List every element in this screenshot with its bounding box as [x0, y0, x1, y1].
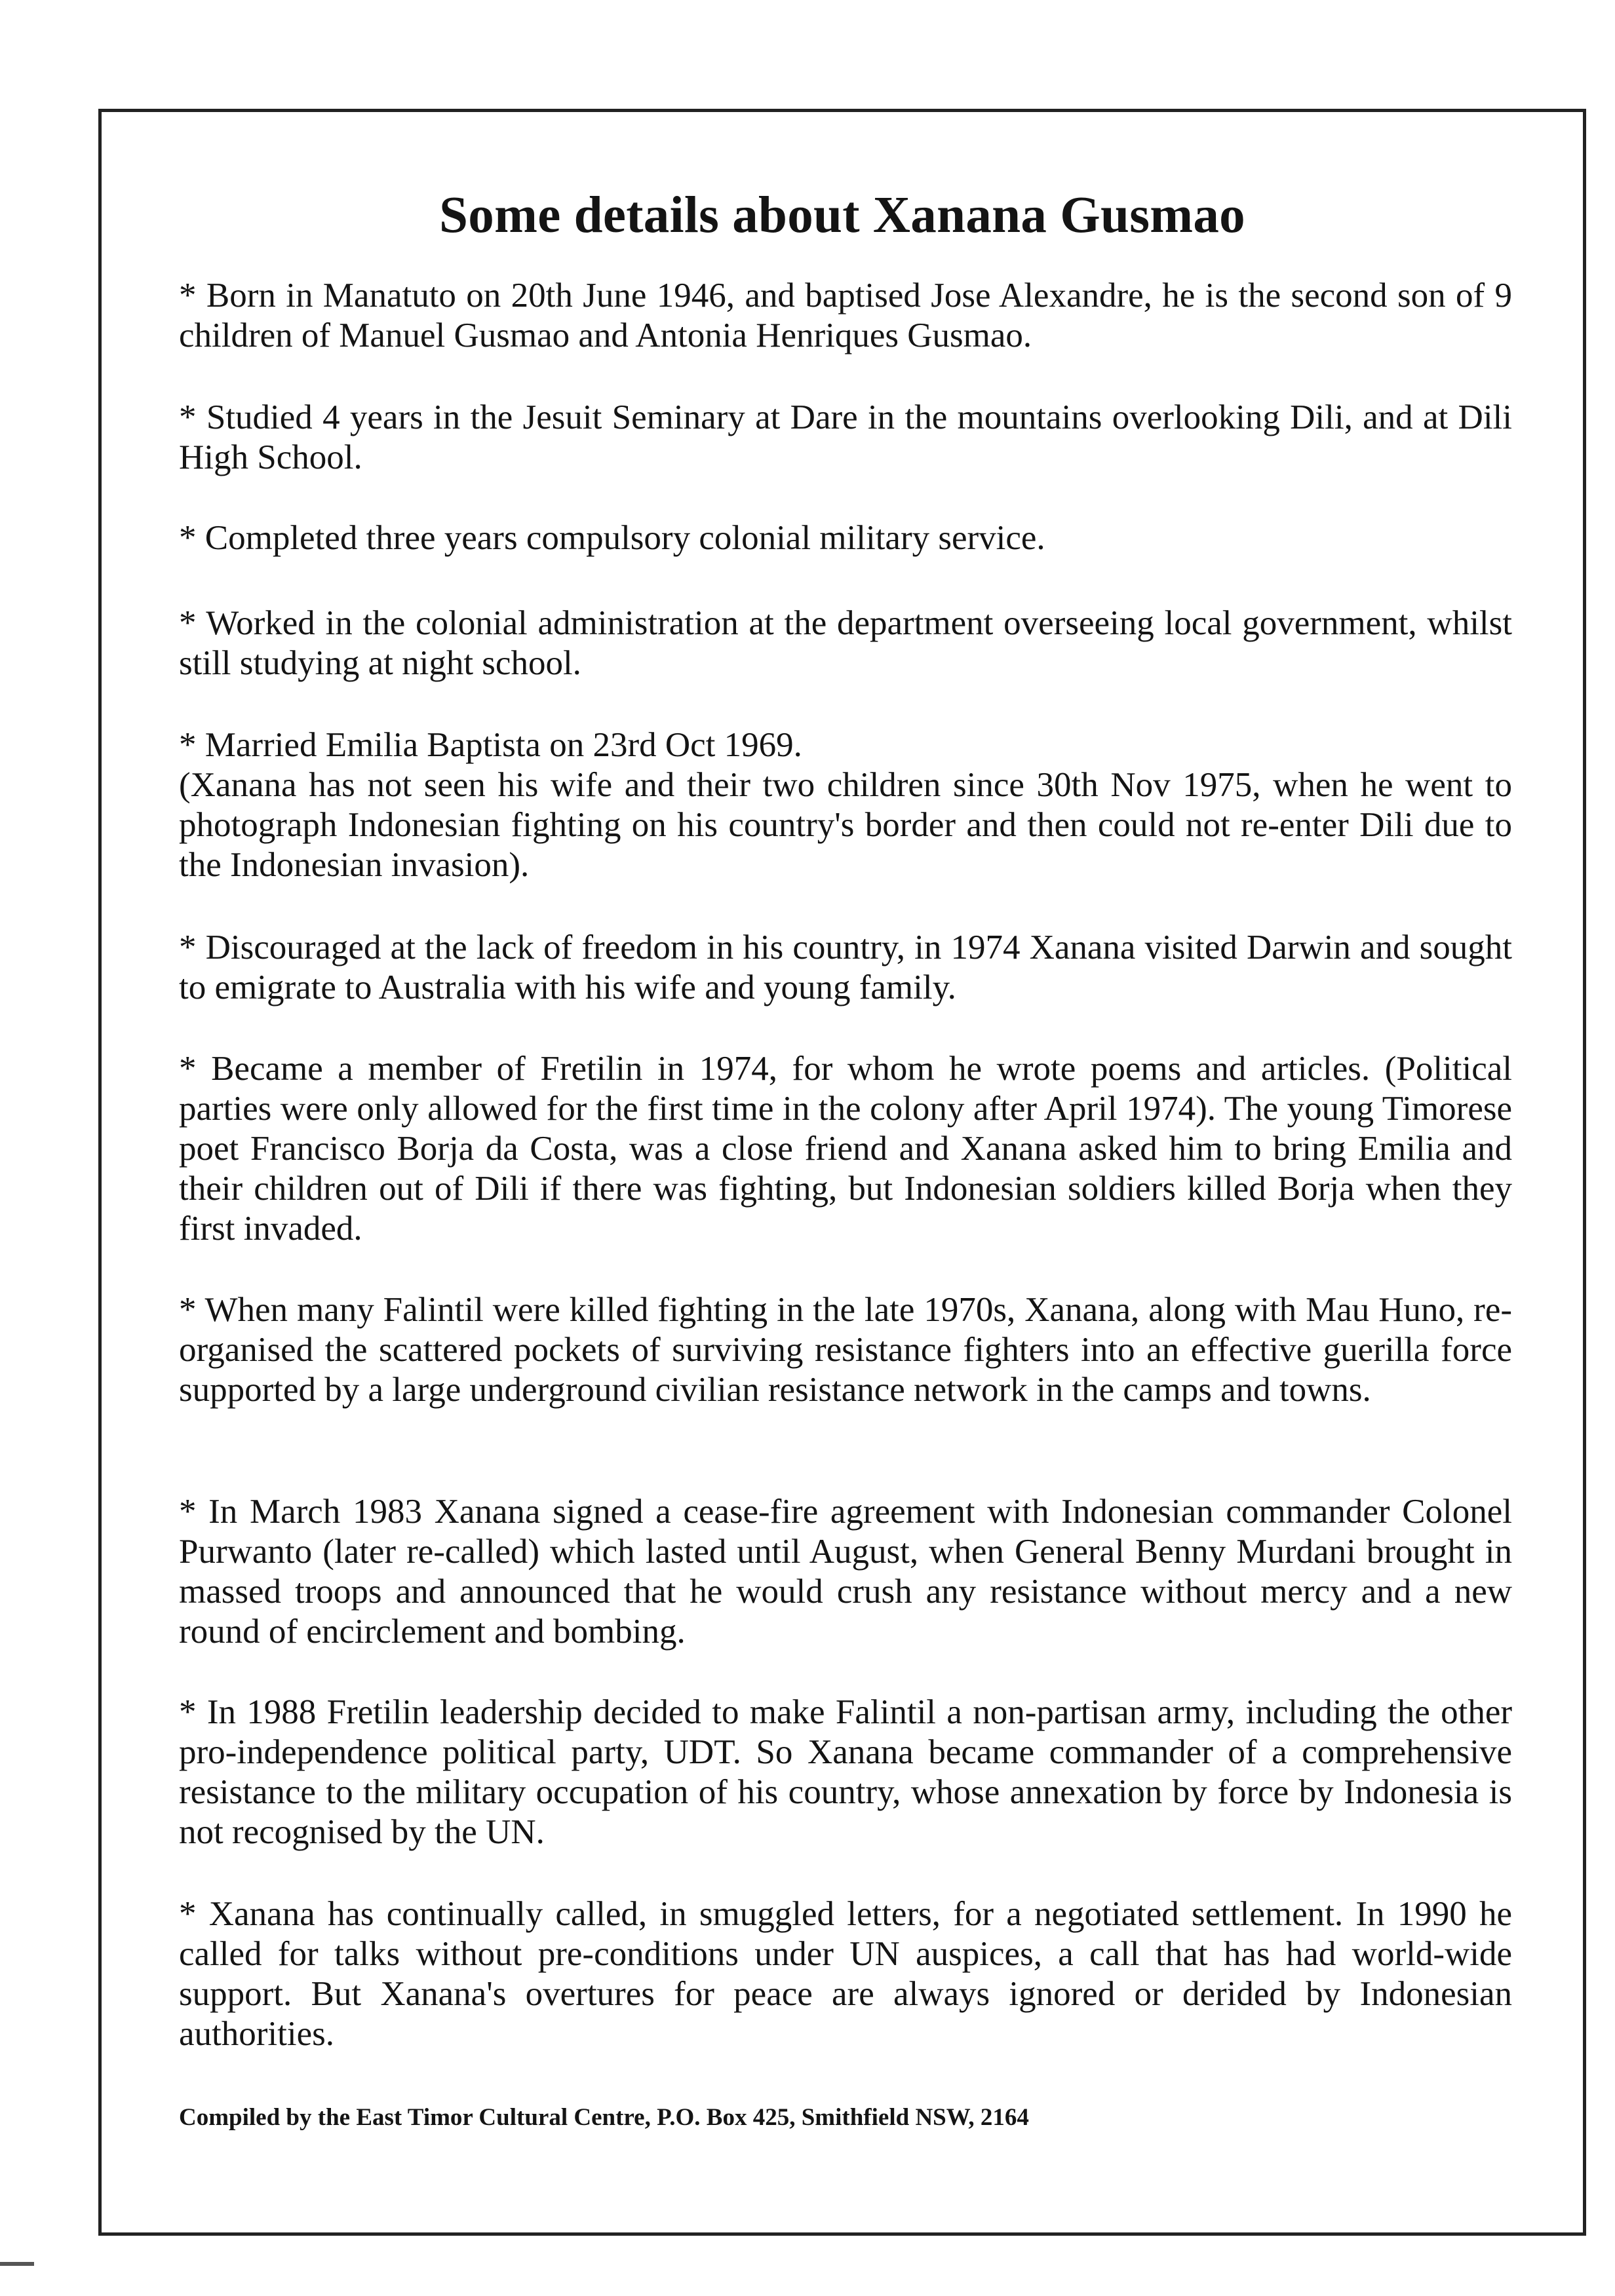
- paragraph-text: * In March 1983 Xanana signed a cease-fire agreement with Indonesian commander Colonel Purwanto (later re-called) which lasted until August, when General Benny Murdani brought in massed troops and announced that he would crush any resistance without mercy and a new round of encirclement and bombing.: [179, 1493, 1512, 1651]
- paragraph-marriage: [179, 725, 1512, 885]
- paragraph-text: * Discouraged at the lack of freedom in his country, in 1974 Xanana visited Darwin and sought to emigrate to Australia with his wife and young family.: [179, 928, 1512, 1006]
- paragraph-falintil: [179, 1290, 1512, 1410]
- paragraph-text: * Worked in the colonial administration at the department overseeing local government, whilst still studying at night school.: [179, 604, 1512, 682]
- paragraph-text: * Studied 4 years in the Jesuit Seminary at Dare in the mountains overlooking Dili, and at Dili High School.: [179, 398, 1512, 476]
- paragraph-birth: [179, 276, 1512, 356]
- page-title: Some details about Xanana Gusmao: [439, 187, 1245, 244]
- document-frame: [98, 109, 1586, 2236]
- paragraph-non-partisan-army: [179, 1693, 1512, 1852]
- paragraph-text: * Married Emilia Baptista on 23rd Oct 1969.: [179, 726, 802, 764]
- paragraph-education: [179, 398, 1512, 478]
- page-edge-mark: [0, 2262, 34, 2266]
- paragraph-text: * Born in Manatuto on 20th June 1946, and baptised Jose Alexandre, he is the second son of 9 children of Manuel Gusmao and Antonia Henriques Gusmao.: [179, 277, 1512, 354]
- paragraph-administration: [179, 603, 1512, 683]
- paragraph-darwin: [179, 928, 1512, 1008]
- paragraph-text: * Completed three years compulsory colonial military service.: [179, 519, 1045, 557]
- paragraph-text: * Became a member of Fretilin in 1974, for whom he wrote poems and articles. (Political parties were only allowed for the first time in the colony after April 1974). The young Timorese poet Francisco Borja da Costa, was a close friend and Xanana asked him to bring Emilia and their children out of Dili if there was fighting, but Indonesian soldiers killed Borja when they first invaded.: [179, 1050, 1512, 1248]
- paragraph-text: * Xanana has continually called, in smuggled letters, for a negotiated settlement. In 1990 he called for talks without pre-conditions under UN auspices, a call that has had world-wide support. But Xanana's overtures for peace are always ignored or derided by Indonesian authorities.: [179, 1895, 1512, 2053]
- paragraph-text: * When many Falintil were killed fighting in the late 1970s, Xanana, along with Mau Huno, re-organised the scattered pockets of surviving resistance fighters into an effective guerilla force supported by a large underground civilian resistance network in the camps and towns.: [179, 1291, 1512, 1409]
- paragraph-text: (Xanana has not seen his wife and their two children since 30th Nov 1975, when he went to photograph Indonesian fighting on his country's border and then could not re-enter Dili due to the Indonesian invasion).: [179, 766, 1512, 884]
- paragraph-cease-fire: [179, 1492, 1512, 1652]
- compiled-by-credit: Compiled by the East Timor Cultural Centre, P.O. Box 425, Smithfield NSW, 2164: [179, 2104, 1029, 2131]
- paragraph-settlement: [179, 1894, 1512, 2054]
- paragraph-military-service: [179, 518, 1512, 558]
- paragraph-fretilin: [179, 1049, 1512, 1249]
- paragraph-text: * In 1988 Fretilin leadership decided to make Falintil a non-partisan army, including the other pro-independence political party, UDT. So Xanana became commander of a comprehensive resistance to the military occupation of his country, whose annexation by force by Indonesia is not recognised by the UN.: [179, 1693, 1512, 1851]
